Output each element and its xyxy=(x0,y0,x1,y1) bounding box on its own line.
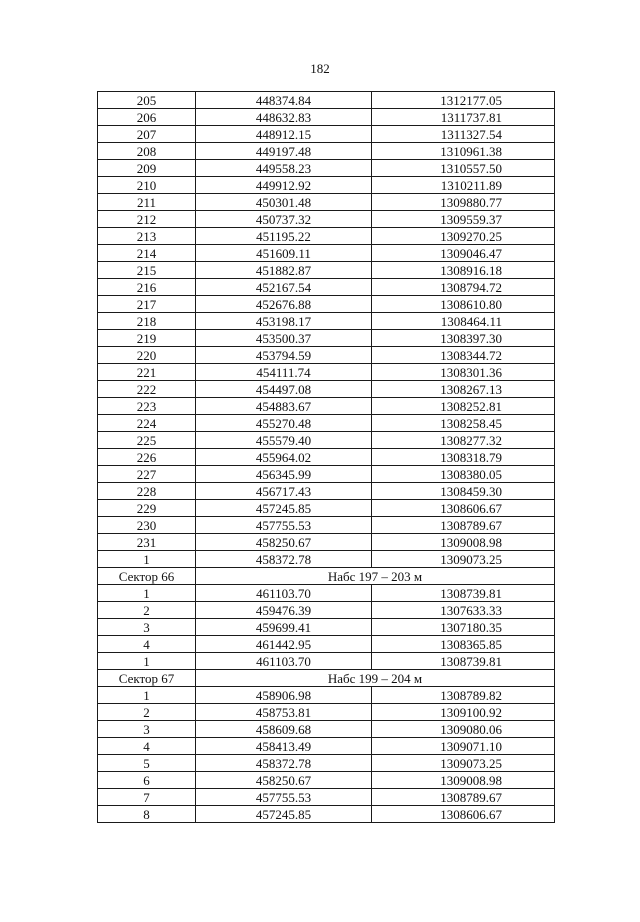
table-row xyxy=(98,585,555,602)
sector-name: Сектор 67 xyxy=(98,670,196,687)
y-coordinate: 1309046.47 xyxy=(372,245,555,262)
table-row xyxy=(98,415,555,432)
point-number: 226 xyxy=(98,449,196,466)
table-row xyxy=(98,228,555,245)
point-number: 229 xyxy=(98,500,196,517)
x-coordinate: 457755.53 xyxy=(196,517,372,534)
point-number: 220 xyxy=(98,347,196,364)
point-number: 207 xyxy=(98,126,196,143)
y-coordinate: 1308365.85 xyxy=(372,636,555,653)
y-coordinate: 1308794.72 xyxy=(372,279,555,296)
y-coordinate: 1308252.81 xyxy=(372,398,555,415)
y-coordinate: 1308916.18 xyxy=(372,262,555,279)
table-row xyxy=(98,721,555,738)
x-coordinate: 454883.67 xyxy=(196,398,372,415)
x-coordinate: 456345.99 xyxy=(196,466,372,483)
y-coordinate: 1308789.82 xyxy=(372,687,555,704)
point-number: 205 xyxy=(98,92,196,109)
x-coordinate: 452676.88 xyxy=(196,296,372,313)
y-coordinate: 1309008.98 xyxy=(372,534,555,551)
table-row xyxy=(98,330,555,347)
x-coordinate: 449912.92 xyxy=(196,177,372,194)
y-coordinate: 1307633.33 xyxy=(372,602,555,619)
point-number: 227 xyxy=(98,466,196,483)
point-number: 211 xyxy=(98,194,196,211)
table-row xyxy=(98,704,555,721)
x-coordinate: 458250.67 xyxy=(196,534,372,551)
table-row xyxy=(98,381,555,398)
x-coordinate: 451882.87 xyxy=(196,262,372,279)
point-number: 213 xyxy=(98,228,196,245)
x-coordinate: 458372.78 xyxy=(196,755,372,772)
table-row xyxy=(98,313,555,330)
x-coordinate: 459699.41 xyxy=(196,619,372,636)
point-number: 3 xyxy=(98,721,196,738)
y-coordinate: 1309559.37 xyxy=(372,211,555,228)
coordinates-table xyxy=(97,91,555,823)
y-coordinate: 1308789.67 xyxy=(372,789,555,806)
point-number: 1 xyxy=(98,585,196,602)
x-coordinate: 454111.74 xyxy=(196,364,372,381)
point-number: 222 xyxy=(98,381,196,398)
point-number: 224 xyxy=(98,415,196,432)
x-coordinate: 455579.40 xyxy=(196,432,372,449)
y-coordinate: 1312177.05 xyxy=(372,92,555,109)
y-coordinate: 1308739.81 xyxy=(372,585,555,602)
y-coordinate: 1308344.72 xyxy=(372,347,555,364)
table-row xyxy=(98,347,555,364)
page-number: 182 xyxy=(310,61,330,76)
point-number: 6 xyxy=(98,772,196,789)
x-coordinate: 457755.53 xyxy=(196,789,372,806)
point-number: 8 xyxy=(98,806,196,823)
table-row xyxy=(98,772,555,789)
y-coordinate: 1308606.67 xyxy=(372,500,555,517)
y-coordinate: 1308258.45 xyxy=(372,415,555,432)
y-coordinate: 1311327.54 xyxy=(372,126,555,143)
point-number: 1 xyxy=(98,653,196,670)
x-coordinate: 450301.48 xyxy=(196,194,372,211)
x-coordinate: 450737.32 xyxy=(196,211,372,228)
x-coordinate: 457245.85 xyxy=(196,500,372,517)
x-coordinate: 458372.78 xyxy=(196,551,372,568)
table-row xyxy=(98,551,555,568)
table-row xyxy=(98,483,555,500)
x-coordinate: 458413.49 xyxy=(196,738,372,755)
table-row xyxy=(98,449,555,466)
point-number: 206 xyxy=(98,109,196,126)
table-row xyxy=(98,262,555,279)
sector-height-range: Набс 199 – 204 м xyxy=(196,670,555,687)
x-coordinate: 458250.67 xyxy=(196,772,372,789)
point-number: 208 xyxy=(98,143,196,160)
table-row xyxy=(98,194,555,211)
point-number: 214 xyxy=(98,245,196,262)
sector-name: Сектор 66 xyxy=(98,568,196,585)
x-coordinate: 461103.70 xyxy=(196,653,372,670)
x-coordinate: 454497.08 xyxy=(196,381,372,398)
point-number: 228 xyxy=(98,483,196,500)
y-coordinate: 1308464.11 xyxy=(372,313,555,330)
x-coordinate: 458609.68 xyxy=(196,721,372,738)
x-coordinate: 459476.39 xyxy=(196,602,372,619)
table-row xyxy=(98,160,555,177)
sector-header-row xyxy=(98,670,555,687)
table-row xyxy=(98,738,555,755)
table-row xyxy=(98,466,555,483)
point-number: 210 xyxy=(98,177,196,194)
x-coordinate: 458906.98 xyxy=(196,687,372,704)
y-coordinate: 1307180.35 xyxy=(372,619,555,636)
x-coordinate: 461442.95 xyxy=(196,636,372,653)
table-row xyxy=(98,602,555,619)
x-coordinate: 448374.84 xyxy=(196,92,372,109)
point-number: 231 xyxy=(98,534,196,551)
table-row xyxy=(98,211,555,228)
y-coordinate: 1309100.92 xyxy=(372,704,555,721)
point-number: 4 xyxy=(98,636,196,653)
x-coordinate: 453198.17 xyxy=(196,313,372,330)
y-coordinate: 1310211.89 xyxy=(372,177,555,194)
y-coordinate: 1308397.30 xyxy=(372,330,555,347)
table-row xyxy=(98,789,555,806)
table-row xyxy=(98,432,555,449)
point-number: 2 xyxy=(98,704,196,721)
x-coordinate: 455270.48 xyxy=(196,415,372,432)
table-row xyxy=(98,126,555,143)
y-coordinate: 1308459.30 xyxy=(372,483,555,500)
y-coordinate: 1308301.36 xyxy=(372,364,555,381)
y-coordinate: 1308610.80 xyxy=(372,296,555,313)
table-row xyxy=(98,500,555,517)
point-number: 223 xyxy=(98,398,196,415)
point-number: 1 xyxy=(98,551,196,568)
point-number: 219 xyxy=(98,330,196,347)
y-coordinate: 1309270.25 xyxy=(372,228,555,245)
table-row xyxy=(98,636,555,653)
point-number: 217 xyxy=(98,296,196,313)
table-row xyxy=(98,687,555,704)
point-number: 216 xyxy=(98,279,196,296)
point-number: 221 xyxy=(98,364,196,381)
table-row xyxy=(98,364,555,381)
table-row xyxy=(98,534,555,551)
y-coordinate: 1310557.50 xyxy=(372,160,555,177)
y-coordinate: 1308267.13 xyxy=(372,381,555,398)
table-row xyxy=(98,653,555,670)
table-row xyxy=(98,806,555,823)
sector-height-range: Набс 197 – 203 м xyxy=(196,568,555,585)
x-coordinate: 456717.43 xyxy=(196,483,372,500)
table-row xyxy=(98,92,555,109)
point-number: 3 xyxy=(98,619,196,636)
y-coordinate: 1309071.10 xyxy=(372,738,555,755)
x-coordinate: 451195.22 xyxy=(196,228,372,245)
table-row xyxy=(98,517,555,534)
y-coordinate: 1308277.32 xyxy=(372,432,555,449)
point-number: 209 xyxy=(98,160,196,177)
sector-header-row xyxy=(98,568,555,585)
point-number: 215 xyxy=(98,262,196,279)
coordinates-table-body xyxy=(98,92,555,823)
x-coordinate: 461103.70 xyxy=(196,585,372,602)
table-row xyxy=(98,755,555,772)
y-coordinate: 1308606.67 xyxy=(372,806,555,823)
table-row xyxy=(98,177,555,194)
table-row xyxy=(98,109,555,126)
table-row xyxy=(98,398,555,415)
x-coordinate: 455964.02 xyxy=(196,449,372,466)
table-row xyxy=(98,245,555,262)
y-coordinate: 1309073.25 xyxy=(372,551,555,568)
point-number: 225 xyxy=(98,432,196,449)
x-coordinate: 458753.81 xyxy=(196,704,372,721)
x-coordinate: 448912.15 xyxy=(196,126,372,143)
y-coordinate: 1309073.25 xyxy=(372,755,555,772)
point-number: 4 xyxy=(98,738,196,755)
point-number: 2 xyxy=(98,602,196,619)
table-row xyxy=(98,143,555,160)
y-coordinate: 1309080.06 xyxy=(372,721,555,738)
y-coordinate: 1308318.79 xyxy=(372,449,555,466)
y-coordinate: 1309880.77 xyxy=(372,194,555,211)
x-coordinate: 448632.83 xyxy=(196,109,372,126)
x-coordinate: 449197.48 xyxy=(196,143,372,160)
point-number: 218 xyxy=(98,313,196,330)
point-number: 7 xyxy=(98,789,196,806)
y-coordinate: 1310961.38 xyxy=(372,143,555,160)
point-number: 212 xyxy=(98,211,196,228)
x-coordinate: 449558.23 xyxy=(196,160,372,177)
point-number: 1 xyxy=(98,687,196,704)
x-coordinate: 453500.37 xyxy=(196,330,372,347)
point-number: 230 xyxy=(98,517,196,534)
point-number: 5 xyxy=(98,755,196,772)
x-coordinate: 453794.59 xyxy=(196,347,372,364)
y-coordinate: 1311737.81 xyxy=(372,109,555,126)
y-coordinate: 1308380.05 xyxy=(372,466,555,483)
y-coordinate: 1309008.98 xyxy=(372,772,555,789)
x-coordinate: 457245.85 xyxy=(196,806,372,823)
x-coordinate: 452167.54 xyxy=(196,279,372,296)
y-coordinate: 1308789.67 xyxy=(372,517,555,534)
x-coordinate: 451609.11 xyxy=(196,245,372,262)
y-coordinate: 1308739.81 xyxy=(372,653,555,670)
table-row xyxy=(98,619,555,636)
table-row xyxy=(98,296,555,313)
table-row xyxy=(98,279,555,296)
